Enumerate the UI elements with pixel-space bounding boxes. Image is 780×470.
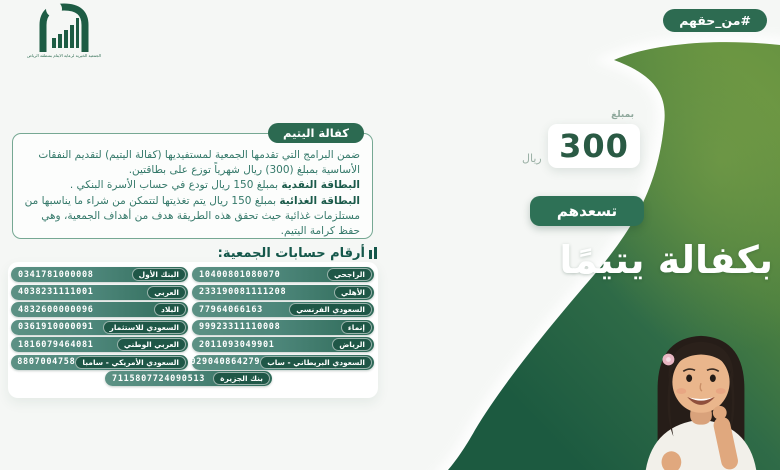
bank-name-chip: العربي الوطني bbox=[117, 338, 186, 351]
bank-name-chip: إنماء bbox=[341, 321, 372, 334]
bank-name-chip: الراجحي bbox=[327, 268, 372, 281]
bank-accounts-card bbox=[8, 262, 378, 398]
account-number: 0361910000091 bbox=[18, 322, 94, 332]
account-row bbox=[192, 267, 374, 282]
account-row bbox=[11, 355, 188, 370]
accounts-column-right bbox=[192, 267, 374, 370]
account-number: 10400801080070 bbox=[199, 269, 281, 280]
accounts-column-left bbox=[11, 267, 188, 370]
food-card-line bbox=[23, 194, 360, 240]
bank-name-chip: البنك الأول bbox=[132, 268, 186, 281]
account-number: 029040864279 bbox=[190, 357, 261, 367]
account-number: 8807004758 bbox=[17, 357, 76, 367]
description-intro: ضمن البرامج التي تقدمها الجمعية لمستفيديها (كفالة اليتيم) لتقديم النفقات الأساسية بمبلغ (300) ريال شهرياً توزع على بطاقتين. bbox=[38, 149, 360, 177]
account-row bbox=[11, 320, 188, 335]
account-row bbox=[11, 267, 188, 282]
account-row bbox=[192, 337, 374, 352]
donation-amount-box[interactable]: 300 bbox=[548, 124, 640, 168]
account-row bbox=[11, 285, 188, 300]
orphan-sponsorship-card bbox=[12, 126, 373, 239]
account-row bbox=[11, 337, 188, 352]
campaign-headline: بكفالة يتيمًا bbox=[559, 238, 773, 282]
cash-card-term: البطاقة النقدية bbox=[281, 179, 360, 192]
bank-name-chip: الأهلي bbox=[334, 286, 372, 299]
org-logo[interactable] bbox=[26, 2, 102, 58]
bank-name-chip: بنك الجزيرة bbox=[213, 372, 270, 385]
org-logo-emblem bbox=[31, 2, 97, 54]
account-number: 0341781000008 bbox=[18, 269, 94, 280]
account-number: 4832600000096 bbox=[18, 304, 94, 315]
bank-name-chip: العربي bbox=[147, 286, 186, 299]
accounts-heading bbox=[8, 246, 378, 263]
account-number: 4038231111001 bbox=[18, 287, 94, 297]
account-number: 99923311110008 bbox=[199, 322, 281, 332]
cash-card-detail: بمبلغ 150 ريال تودع في حساب الأسرة البنكي . bbox=[69, 179, 282, 192]
food-card-term: البطاقة الغذائية bbox=[279, 194, 360, 207]
bank-name-chip: البلاد bbox=[154, 303, 186, 316]
bank-name-chip: السعودي البريطاني - ساب bbox=[260, 356, 372, 369]
program-description bbox=[23, 148, 360, 178]
child-photo bbox=[622, 322, 780, 470]
org-logo-tagline: الجمعية الخيرية لرعاية الأيتام بمنطقة الرياض bbox=[27, 54, 101, 58]
bars-icon bbox=[369, 247, 378, 263]
account-row bbox=[192, 355, 374, 370]
account-row bbox=[192, 320, 374, 335]
account-number: 77964066163 bbox=[199, 304, 263, 315]
account-number: 7115807724090513 bbox=[112, 373, 206, 384]
cash-card-line bbox=[23, 178, 360, 193]
card-title-badge: كفالة اليتيم bbox=[268, 123, 364, 143]
bank-name-chip: السعودي للاستثمار bbox=[103, 321, 186, 334]
account-row bbox=[192, 302, 374, 317]
account-number: 2011093049901 bbox=[199, 339, 275, 350]
account-number: 1816079464081 bbox=[18, 339, 94, 350]
account-number: 233190081111208 bbox=[199, 287, 287, 297]
donate-button[interactable]: تسعدهم bbox=[530, 196, 644, 226]
account-row bbox=[192, 285, 374, 300]
bank-name-chip: السعودي الأمريكي - سامبا bbox=[75, 356, 186, 369]
account-row-wide bbox=[105, 371, 272, 386]
food-card-detail: بمبلغ 150 ريال يتم تغذيتها لتتمكن من شراء ما يناسبها من مستلزمات غذائية حيث تحقق هذه الطريقة هدف من أهداف الجمعية، وهي حفظ كرامة اليتيم. bbox=[24, 194, 360, 238]
bank-name-chip: السعودي الفرنسي bbox=[289, 303, 372, 316]
amount-label: بمبلغ bbox=[611, 110, 634, 120]
accounts-heading-label: أرقام حسابات الجمعية: bbox=[217, 246, 365, 261]
bank-name-chip: الرياض bbox=[332, 338, 372, 351]
currency-label: ريال bbox=[522, 152, 542, 165]
campaign-hashtag-badge: #من_حقهم bbox=[663, 9, 767, 32]
account-row bbox=[11, 302, 188, 317]
